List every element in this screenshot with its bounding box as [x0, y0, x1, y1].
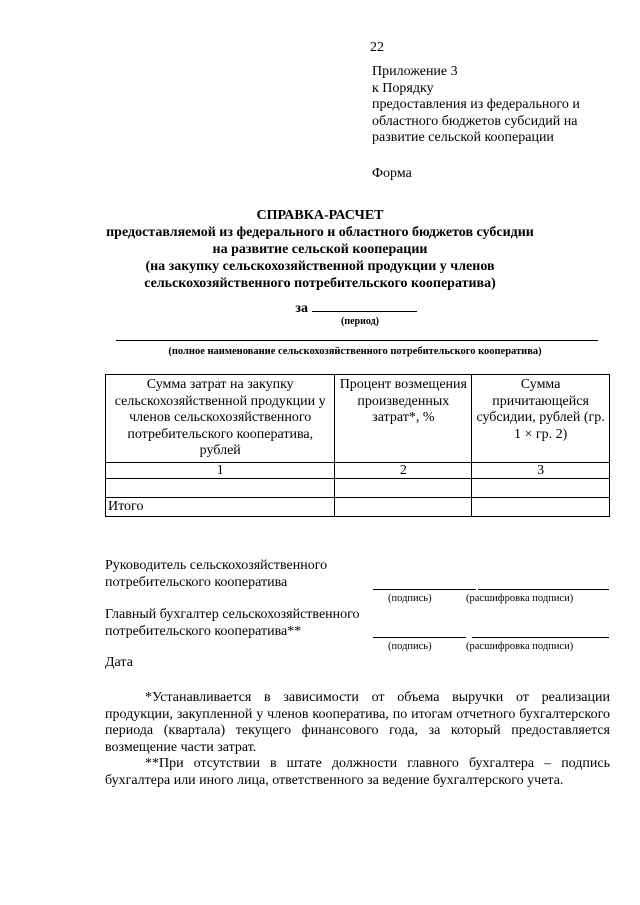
appendix-line: предоставления из федерального и	[372, 97, 580, 112]
period-caption: (период)	[341, 316, 379, 327]
calculation-table	[105, 374, 610, 517]
title-main: СПРАВКА-РАСЧЕТ	[256, 208, 384, 223]
decoding-caption: (расшифровка подписи)	[466, 641, 574, 652]
head-signature-blank[interactable]	[373, 589, 476, 590]
form-label: Форма	[372, 166, 412, 181]
appendix-line: к Порядку	[372, 80, 434, 96]
table-cell[interactable]	[472, 497, 610, 516]
decoding-caption: (расшифровка подписи)	[466, 593, 574, 604]
signature-caption: (подпись)	[388, 641, 432, 652]
table-total-row	[106, 497, 610, 516]
appendix-line: развитие сельской кооперации	[372, 130, 554, 145]
cooperative-name-blank[interactable]	[116, 340, 598, 341]
head-decoding-blank[interactable]	[478, 589, 609, 590]
table-row	[106, 478, 610, 497]
signature-label-line: потребительского кооператива	[105, 574, 288, 590]
table-cell[interactable]	[335, 497, 472, 516]
appendix-header	[372, 64, 632, 147]
table-cell[interactable]	[472, 478, 610, 497]
period-prefix: за	[295, 301, 309, 316]
title-line: предоставляемой из федерального и областного бюджетов субсидии	[106, 225, 534, 240]
table-header-cell: Процент возмещения произведенных затрат*, %	[335, 375, 472, 463]
signature-caption: (подпись)	[388, 593, 432, 604]
accountant-decoding-blank[interactable]	[472, 637, 609, 638]
period-field	[281, 298, 431, 317]
appendix-line: Приложение 3	[372, 64, 458, 79]
column-number: 1	[106, 462, 335, 478]
title-line: сельскохозяйственного потребительского кооператива)	[144, 276, 496, 291]
footnote: *Устанавливается в зависимости от объема выручки от реализации продукции, закупленной у членов кооператива, по итогам отчетного бухгалтерского периода (квартала) текущего финансового года, за который предоставляется возмещение части затрат.	[105, 690, 610, 755]
signature-label-line: Главный бухгалтер сельскохозяйственного	[105, 607, 360, 622]
column-number: 3	[472, 462, 610, 478]
table-column-numbers-row	[106, 462, 610, 478]
date-label: Дата	[105, 655, 133, 670]
title-line: на развитие сельской кооперации	[212, 242, 428, 257]
head-signature-label	[105, 558, 327, 591]
cooperative-name-caption: (полное наименование сельскохозяйственного потребительского кооператива)	[168, 346, 542, 357]
table-header-row	[106, 375, 610, 463]
appendix-line: областного бюджетов субсидий на	[372, 113, 578, 129]
signature-label-line: Руководитель сельскохозяйственного	[105, 558, 328, 573]
accountant-signature-blank[interactable]	[373, 637, 466, 638]
page-number: 22	[370, 40, 384, 55]
accountant-signature-label	[105, 607, 360, 640]
total-label: Итого	[106, 497, 335, 516]
period-blank[interactable]	[312, 298, 417, 312]
footnote: **При отсутствии в штате должности главного бухгалтера – подпись бухгалтера или иного лица, ответственного за ведение бухгалтерского учета.	[105, 756, 610, 788]
signature-label-line: потребительского кооператива**	[105, 623, 302, 639]
table-header-cell: Сумма причитающейся субсидии, рублей (гр. 1 × гр. 2)	[472, 375, 610, 463]
document-title	[100, 207, 540, 292]
table-cell[interactable]	[335, 478, 472, 497]
table-cell[interactable]	[106, 478, 335, 497]
title-line: (на закупку сельскохозяйственной продукции у членов	[145, 259, 495, 274]
table-header-cell: Сумма затрат на закупку сельскохозяйственной продукции у членов сельскохозяйственного потребительского кооператива, рублей	[106, 375, 335, 463]
column-number: 2	[335, 462, 472, 478]
footnotes	[105, 690, 610, 789]
